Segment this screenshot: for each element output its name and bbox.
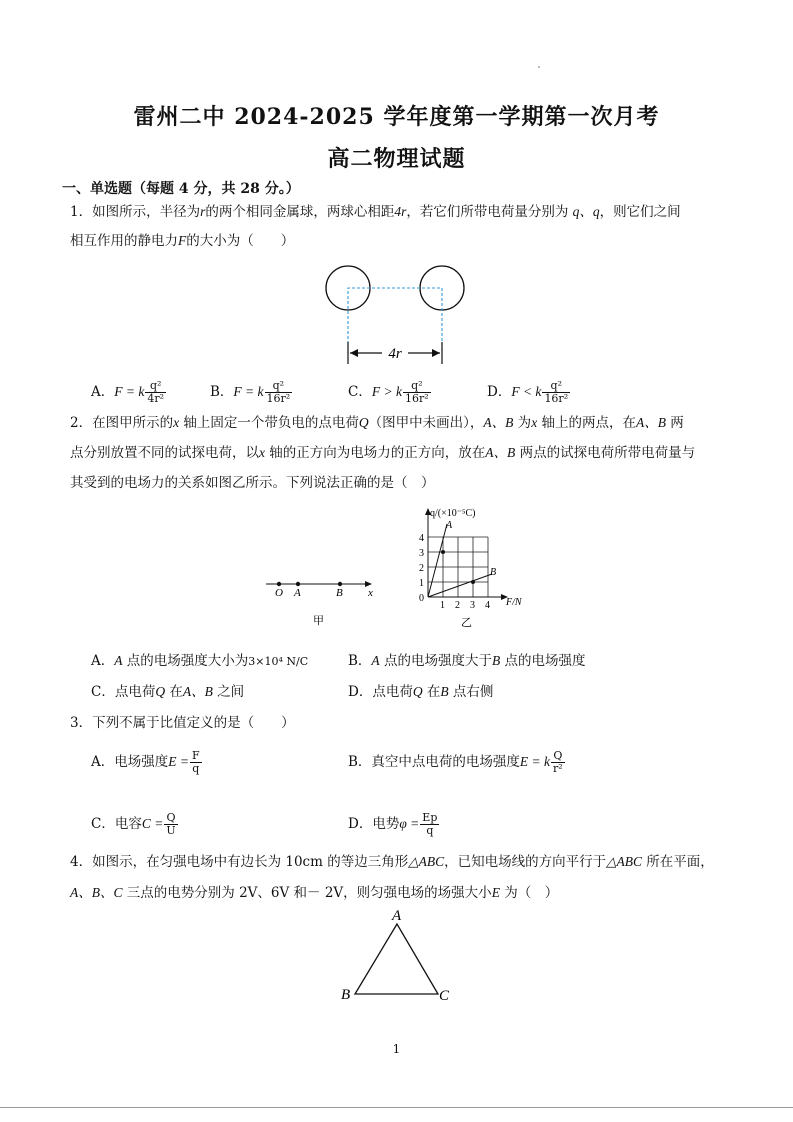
q4-var: A、B、C	[70, 885, 123, 900]
q2-var: B	[440, 684, 449, 699]
page-number: 1	[392, 1042, 401, 1056]
option-text: 在	[422, 684, 441, 700]
q4-text: 为（ ）	[499, 885, 559, 901]
frac-num: Q	[164, 812, 177, 825]
option-label: D．	[348, 816, 373, 832]
x-axis-label: F/N	[506, 597, 522, 608]
frac-num: Q	[551, 750, 565, 763]
option-label: A．	[91, 384, 115, 400]
q2-text: 两	[665, 415, 684, 431]
fraction	[542, 380, 570, 405]
frac-den: U	[166, 824, 176, 837]
fraction	[420, 812, 439, 837]
option-text: 点的电场强度大小为	[122, 653, 249, 669]
q4-text: ，已知电场线的方向平行于	[444, 854, 607, 870]
q2-var: Q	[412, 684, 423, 699]
q3-option-b	[348, 750, 566, 775]
q1-text: 的两个相同金属球，两球心相距	[205, 204, 395, 220]
option-text: 点电荷	[372, 684, 413, 700]
frac-den: 16r²	[544, 392, 569, 405]
arrow-head	[432, 349, 440, 357]
scan-speck	[538, 66, 540, 68]
option-text: 点右侧	[448, 684, 494, 700]
option-text: 之间	[212, 684, 245, 700]
q1-line2	[70, 232, 294, 250]
q4-line1	[70, 853, 714, 871]
option-text: 真空中点电荷的电场强度	[371, 754, 520, 770]
q4-text: 所在平面，	[642, 854, 714, 870]
q1-var: r	[200, 204, 206, 219]
option-value: 3×10⁴ N/C	[248, 655, 309, 668]
q1-option-b	[210, 380, 293, 405]
q1-option-c	[348, 380, 432, 405]
option-label: A．	[91, 653, 115, 669]
y-axis-label: q/(×10⁻⁵C)	[430, 508, 476, 519]
formula-lhs: E =	[168, 754, 189, 769]
q2-var: B	[491, 653, 501, 668]
formula-lhs: F > k	[371, 384, 402, 399]
option-text: 点电荷	[114, 684, 156, 700]
q1-text: ，则它们之间	[599, 204, 681, 220]
y-tick: 4	[419, 533, 424, 544]
option-text: 电容	[114, 816, 142, 832]
q2-var: A、B	[182, 684, 213, 699]
option-label: C．	[348, 384, 372, 400]
frac-den: q	[192, 762, 200, 775]
option-label: D．	[487, 384, 512, 400]
q2-var: x	[531, 415, 538, 430]
point-a-mark	[441, 550, 445, 554]
formula-lhs: C =	[141, 816, 164, 831]
q3-option-a	[91, 750, 203, 775]
q4-var: △ABC	[606, 854, 642, 869]
label-b: B	[336, 587, 343, 599]
line-a	[428, 524, 447, 597]
q1-text: ，若它们所带电荷量分别为	[406, 204, 569, 220]
point-a	[296, 582, 300, 586]
q1-figure-spheres	[320, 262, 470, 370]
frac-den: 16r²	[266, 392, 291, 405]
q2-text: 轴上固定一个带负电的点电荷	[179, 415, 359, 431]
label-o: O	[275, 587, 283, 599]
q2-figure-jia	[262, 574, 382, 630]
option-text: 点的电场强度大于	[379, 653, 492, 669]
x-tick: 4	[485, 600, 490, 611]
option-label: B．	[348, 653, 372, 669]
label-a: A	[294, 587, 301, 599]
q1-line1	[70, 203, 681, 221]
fraction	[190, 750, 202, 775]
formula-lhs: F = k	[114, 384, 145, 399]
point-b	[338, 582, 342, 586]
option-text: 电场强度	[114, 754, 169, 770]
q2-var: A	[114, 653, 123, 668]
frac-num: q²	[542, 380, 570, 393]
q4-text: 4．如图示，在匀强电场中有边长为 10cm 的等边三角形	[70, 854, 409, 870]
option-label: D．	[348, 684, 373, 700]
caption-jia: 甲	[313, 615, 324, 627]
frac-num: Ep	[422, 811, 438, 824]
dashed-connector	[348, 288, 442, 354]
q4-line2	[70, 884, 558, 902]
q2-var: A、B	[483, 415, 514, 430]
option-label: C．	[91, 684, 115, 700]
q2-text: 2．在图甲所示的	[70, 415, 174, 431]
q1-option-a	[91, 380, 167, 405]
q3-option-d	[348, 812, 440, 837]
q2-text: （图甲中未画出），	[368, 415, 484, 431]
q1-option-d	[487, 380, 571, 405]
distance-label: 4r	[388, 346, 402, 362]
q2-line2	[70, 444, 695, 462]
frac-den: 4r²	[147, 392, 165, 405]
q1-var: q、q	[572, 204, 600, 219]
q4-text: 三点的电势分别为 2V、6V 和－ 2V，则匀强电场的场强大小	[122, 885, 492, 901]
q2-var: x	[173, 415, 180, 430]
point-o	[277, 582, 281, 586]
q3-stem: 3．下列不属于比值定义的是（ ）	[70, 715, 295, 731]
q2-var: Q	[358, 415, 369, 430]
q4-var: E	[491, 885, 500, 900]
q2-option-a	[91, 652, 308, 671]
q2-text: 轴上的两点，在	[537, 415, 636, 431]
frac-den: q	[426, 824, 434, 837]
q2-var: x	[259, 445, 265, 460]
q1-var: 4r	[394, 204, 407, 219]
formula-lhs: E = k	[519, 754, 551, 769]
vertex-a-label: A	[392, 908, 402, 924]
vertex-b-label: B	[341, 987, 351, 1003]
formula-lhs: F = k	[233, 384, 264, 399]
fraction	[145, 380, 166, 405]
q2-text: 点分别放置不同的试探电荷，以	[70, 445, 259, 461]
q1-text: 相互作用的静电力	[70, 233, 178, 249]
option-label: B．	[348, 754, 372, 770]
q2-var: A	[371, 653, 380, 668]
formula-lhs: F < k	[511, 384, 542, 399]
triangle-abc	[355, 924, 438, 994]
q2-figure-yi	[408, 504, 538, 632]
point-b-mark	[471, 580, 475, 584]
option-text: 在	[165, 684, 183, 700]
option-text: 点的电场强度	[500, 653, 586, 669]
exam-subtitle: 高二物理试题	[327, 146, 466, 172]
vertex-c-label: C	[439, 988, 450, 1004]
q2-option-c	[91, 683, 244, 701]
label-x: x	[368, 587, 373, 599]
fraction	[265, 380, 293, 405]
q2-option-b	[348, 652, 586, 670]
section-heading: 一、单选题（每题 4 分，共 28 分。）	[62, 181, 300, 197]
frac-den: 16r²	[404, 392, 429, 405]
frac-num: q²	[145, 380, 166, 393]
q1-text: 1．如图所示，半径为	[70, 204, 201, 220]
q1-text: 的大小为（ ）	[186, 233, 295, 249]
line-b	[428, 574, 492, 597]
option-label: C．	[91, 816, 115, 832]
q2-text: 轴的正方向为电场力的正方向，放在	[265, 445, 486, 461]
q3-option-c	[91, 812, 179, 837]
option-text: 电势	[372, 816, 400, 832]
frac-den: r²	[553, 762, 563, 775]
option-label: B．	[210, 384, 234, 400]
fraction	[164, 812, 177, 837]
footer-rule	[0, 1107, 793, 1108]
grid	[428, 537, 488, 597]
y-tick: 3	[419, 548, 424, 559]
fraction	[551, 750, 565, 775]
frac-num: F	[191, 749, 200, 762]
y-tick: 1	[419, 578, 424, 589]
q4-figure-triangle	[338, 906, 458, 1006]
q1-var: F	[178, 233, 187, 248]
q2-var: A、B	[485, 445, 516, 460]
x-tick: 3	[470, 600, 475, 611]
exam-title: 雷州二中 2024-2025 学年度第一学期第一次月考	[133, 104, 660, 130]
q2-var: Q	[155, 684, 166, 699]
q2-option-d	[348, 683, 493, 701]
x-tick: 1	[440, 600, 445, 611]
fraction	[403, 380, 431, 405]
formula-lhs: φ =	[399, 816, 420, 831]
label-line-a: A	[446, 520, 453, 531]
caption-yi: 乙	[461, 617, 472, 629]
label-line-b: B	[490, 567, 497, 578]
frac-num: q²	[265, 380, 293, 393]
q2-text: 两点的试探电荷所带电荷量与	[515, 445, 696, 461]
origin-label: 0	[419, 593, 424, 604]
q2-line3: 其受到的电场力的关系如图乙所示。下列说法正确的是（ ）	[70, 475, 435, 491]
q2-var: A、B	[635, 415, 666, 430]
option-label: A．	[91, 754, 115, 770]
q2-text: 为	[513, 415, 532, 431]
frac-num: q²	[403, 380, 431, 393]
y-tick: 2	[419, 563, 424, 574]
q4-var: △ABC	[408, 854, 445, 869]
q2-line1	[70, 414, 684, 432]
x-tick: 2	[455, 600, 460, 611]
arrow-head	[350, 349, 358, 357]
